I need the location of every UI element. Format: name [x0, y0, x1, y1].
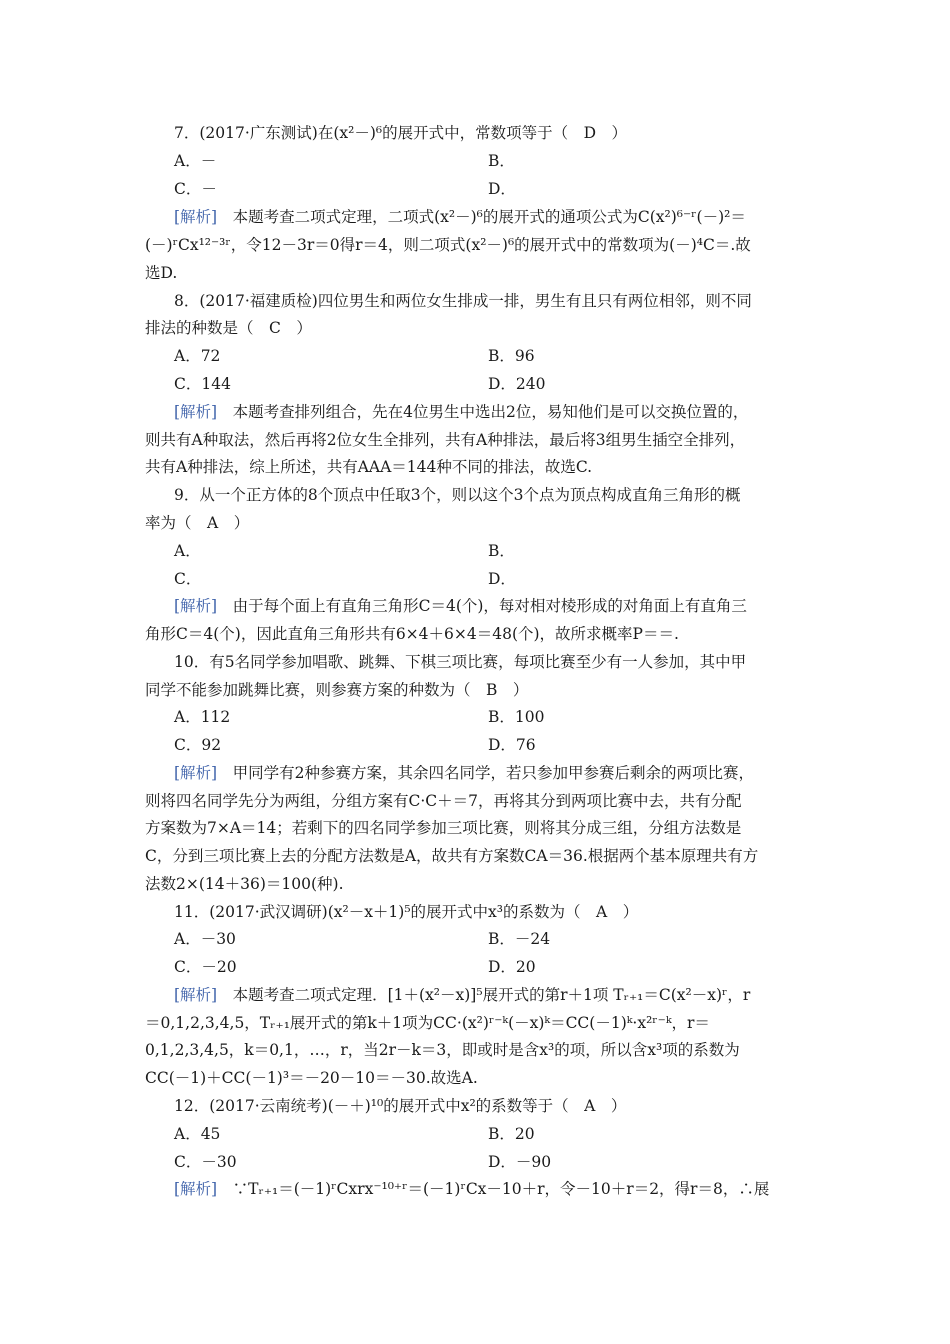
question-12-solution-line-1: [解析] ∵Tᵣ₊₁＝(－1)ʳCxrx⁻¹⁰⁺ʳ＝(－1)ʳCx－10＋r，令－10＋r＝2，得r＝8，∴展	[174, 1180, 770, 1198]
question-7-stem: 7．(2017·广东测试)在(x²－)⁶的展开式中，常数项等于（ D ）	[174, 124, 628, 142]
question-7-option-c: C．－	[174, 180, 217, 198]
question-9-solution-line-1: [解析] 由于每个面上有直角三角形C＝4(个)，每对相对棱形成的对角面上有直角三	[174, 597, 747, 615]
question-9-option-b: B．	[488, 542, 515, 560]
question-12-stem: 12．(2017·云南统考)(－＋)¹⁰的展开式中x²的系数等于（ A ）	[174, 1097, 627, 1115]
question-8-option-c: C．144	[174, 375, 231, 393]
question-8-solution-line-2: 则共有A种取法，然后再将2位女生全排列，共有A种排法，最后将3组男生插空全排列，	[145, 431, 746, 449]
question-11-solution-line-4: CC(－1)＋CC(－1)³＝－20－10＝－30.故选A.	[145, 1069, 478, 1087]
question-9-option-d: D．	[488, 570, 516, 588]
question-11-solution-line-2: ＝0,1,2,3,4,5，Tᵣ₊₁展开式的第k＋1项为CC·(x²)ʳ⁻ᵏ(－x)ᵏ＝CC(－1)ᵏ·x²ʳ⁻ᵏ，r＝	[145, 1014, 710, 1032]
question-11-option-a: A．－30	[174, 930, 236, 948]
question-12-option-d: D．－90	[488, 1153, 552, 1171]
solution-tag: [解析]	[174, 764, 218, 782]
question-8-solution-line-1: [解析] 本题考查排列组合，先在4位男生中选出2位，易知他们是可以交换位置的，	[174, 403, 749, 421]
solution-tag: [解析]	[174, 403, 218, 421]
question-11-option-d: D．20	[488, 958, 536, 976]
question-11-solution-line-1: [解析] 本题考查二项式定理．[1＋(x²－x)]⁵展开式的第r＋1项 Tᵣ₊₁＝C(x²－x)ʳ，r	[174, 986, 751, 1004]
question-9-stem-line-1: 9．从一个正方体的8个顶点中任取3个，则以这个3个点为顶点构成直角三角形的概	[174, 486, 741, 504]
question-10-option-a: A．112	[174, 708, 231, 726]
question-8-option-a: A．72	[174, 347, 221, 365]
question-9-option-a: A．	[174, 542, 201, 560]
solution-tag: [解析]	[174, 986, 218, 1004]
question-8-solution-line-3: 共有A种排法，综上所述，共有AAA＝144种不同的排法，故选C.	[145, 458, 593, 476]
question-7-solution-line-1: [解析] 本题考查二项式定理，二项式(x²－)⁶的展开式的通项公式为C(x²)⁶⁻ʳ(－)²＝	[174, 208, 746, 226]
question-10-solution-line-1: [解析] 甲同学有2种参赛方案，其余四名同学，若只参加甲参赛后剩余的两项比赛，	[174, 764, 754, 782]
question-7-solution-line-3: 选D.	[145, 264, 178, 282]
question-9-solution-line-2: 角形C＝4(个)，因此直角三角形共有6×4＋6×4＝48(个)，故所求概率P＝＝.	[145, 625, 679, 643]
question-7-option-d: D．	[488, 180, 516, 198]
question-8-option-b: B．96	[488, 347, 535, 365]
question-10-option-d: D．76	[488, 736, 536, 754]
question-11-option-c: C．－20	[174, 958, 237, 976]
question-10-solution-line-4: C，分到三项比赛上去的分配方法数是A，故共有方案数CA＝36.根据两个基本原理共有方	[145, 847, 759, 865]
question-12-option-a: A．45	[174, 1125, 221, 1143]
question-11-option-b: B．－24	[488, 930, 551, 948]
question-9-option-c: C．	[174, 570, 202, 588]
question-7-option-b: B．	[488, 152, 515, 170]
question-7-solution-line-2: (－)ʳCx¹²⁻³ʳ，令12－3r＝0得r＝4，则二项式(x²－)⁶的展开式中的常数项为(－)⁴C＝.故	[145, 236, 751, 254]
question-10-solution-line-3: 方案数为7×A＝14；若剩下的四名同学参加三项比赛，则将其分成三组，分组方法数是	[145, 819, 742, 837]
question-12-option-b: B．20	[488, 1125, 535, 1143]
question-11-stem: 11．(2017·武汉调研)(x²－x＋1)⁵的展开式中x³的系数为（ A ）	[174, 903, 639, 921]
question-10-solution-line-5: 法数2×(14＋36)＝100(种).	[145, 875, 344, 893]
solution-tag: [解析]	[174, 208, 218, 226]
question-8-option-d: D．240	[488, 375, 546, 393]
question-10-option-c: C．92	[174, 736, 222, 754]
question-7-option-a: A．－	[174, 152, 217, 170]
question-10-option-b: B．100	[488, 708, 545, 726]
question-8-stem-line-2: 排法的种数是（ C ）	[145, 319, 312, 337]
solution-tag: [解析]	[174, 1180, 218, 1198]
question-11-solution-line-3: 0,1,2,3,4,5，k＝0,1，…，r，当2r－k＝3，即或时是含x³的项，所以含x³项的系数为	[145, 1041, 740, 1059]
question-12-option-c: C．－30	[174, 1153, 237, 1171]
solution-tag: [解析]	[174, 597, 218, 615]
question-10-stem-line-1: 10．有5名同学参加唱歌、跳舞、下棋三项比赛，每项比赛至少有一人参加，其中甲	[174, 653, 747, 671]
question-9-stem-line-2: 率为（ A ）	[145, 514, 250, 532]
question-8-stem-line-1: 8．(2017·福建质检)四位男生和两位女生排成一排，男生有且只有两位相邻，则不同	[174, 292, 752, 310]
question-10-stem-line-2: 同学不能参加跳舞比赛，则参赛方案的种数为（ B ）	[145, 681, 529, 699]
question-10-solution-line-2: 则将四名同学先分为两组，分组方案有C·C＋＝7，再将其分到两项比赛中去，共有分配	[145, 792, 742, 810]
